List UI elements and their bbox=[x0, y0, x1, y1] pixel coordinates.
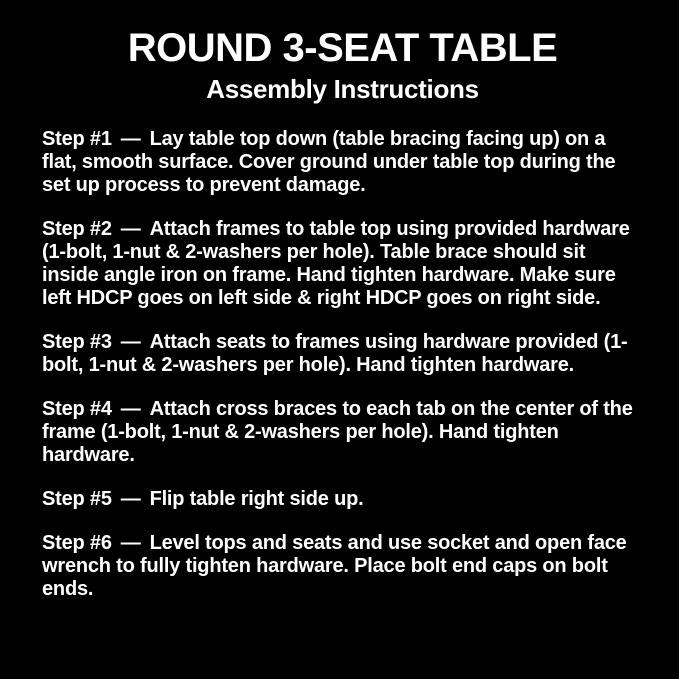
em-dash: — bbox=[120, 217, 141, 240]
step-1 bbox=[42, 128, 643, 197]
step-5 bbox=[42, 488, 643, 511]
page-subtitle: Assembly Instructions bbox=[206, 73, 479, 104]
em-dash: — bbox=[120, 487, 141, 510]
em-dash: — bbox=[120, 330, 141, 353]
step-4-label: Step #4 bbox=[42, 397, 112, 420]
steps-list bbox=[42, 128, 643, 601]
step-6-text: Level tops and seats and use socket and open face wrench to fully tighten hardware. Place bolt end caps on bolt ends. bbox=[42, 531, 627, 600]
step-3 bbox=[42, 331, 643, 377]
page-title: ROUND 3-SEAT TABLE bbox=[127, 26, 558, 70]
step-5-text: Flip table right side up. bbox=[149, 487, 364, 510]
step-4-text: Attach cross braces to each tab on the center of the frame (1-bolt, 1-nut & 2-washers per hole). Hand tighten hardware. bbox=[42, 397, 633, 466]
step-1-text: Lay table top down (table bracing facing up) on a flat, smooth surface. Cover ground under table top during the set up process to prevent damage. bbox=[42, 127, 616, 196]
em-dash: — bbox=[120, 397, 141, 420]
em-dash: — bbox=[120, 531, 141, 554]
em-dash: — bbox=[120, 127, 141, 150]
step-2-label: Step #2 bbox=[42, 217, 112, 240]
step-6-label: Step #6 bbox=[42, 531, 112, 554]
step-1-label: Step #1 bbox=[42, 127, 112, 150]
step-2-text: Attach frames to table top using provided hardware (1-bolt, 1-nut & 2-washers per hole). Table brace should sit inside angle iron on frame. Hand tighten hardware. Make sure left HDCP goes on left side & right HDCP goes on right side. bbox=[42, 217, 630, 309]
step-6 bbox=[42, 532, 643, 601]
step-4 bbox=[42, 398, 643, 467]
step-3-text: Attach seats to frames using hardware provided (1-bolt, 1-nut & 2-washers per hole). Hand tighten hardware. bbox=[42, 330, 628, 376]
step-2 bbox=[42, 218, 643, 310]
step-5-label: Step #5 bbox=[42, 487, 112, 510]
step-3-label: Step #3 bbox=[42, 330, 112, 353]
